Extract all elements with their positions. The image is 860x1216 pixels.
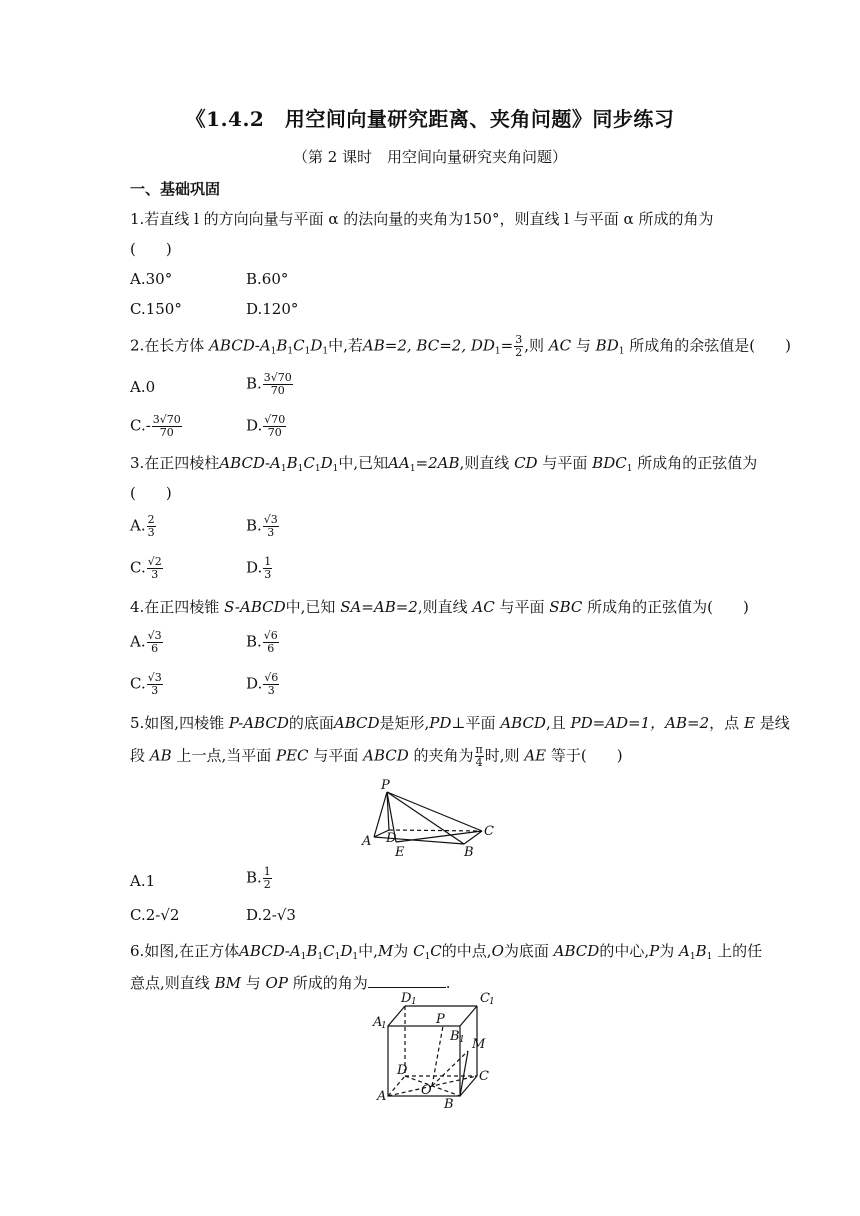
q6-label-c1: C [480,991,490,1006]
q6-label-o: O [421,1083,432,1098]
q5-option-c: C.2-√2 [130,906,180,924]
q3-option-d: D. $\frac{1}{3}$ [246,555,272,581]
q5-label-b: B [464,845,474,860]
q6-label-a1: A [373,1015,383,1030]
q6-label-a1-sub: 1 [381,1021,387,1031]
q5-label-e: E [395,845,405,860]
q5-label-c: C [484,824,494,839]
q6-label-a: A [377,1089,387,1104]
q2-option-b: B. $\frac{3√70}{70}$ [246,371,292,397]
question-3-paren: ( ) [130,484,172,502]
question-5-line-1: 5.如图,四棱锥 P-ABCD的底面ABCD是矩形,PD⊥平面 ABCD,且 PD=AD=1，AB=2，点 E 是线 [130,714,790,732]
q5-option-b: B. $\frac{1}{2}$ [246,865,271,891]
q6-label-d1-sub: 1 [411,997,417,1007]
q6-label-d1: D [401,991,412,1006]
q6-label-c: C [479,1069,489,1084]
q1-option-d: D.120° [246,300,299,318]
q6-label-c1-sub: 1 [489,997,495,1007]
page-title: 《1.4.2 用空间向量研究距离、夹角问题》同步练习 [185,107,675,131]
q5-label-a: A [362,834,372,849]
q3-option-b: B. $\frac{√3}{3}$ [246,513,278,539]
q6-label-p: P [436,1012,445,1027]
q1-option-c: C.150° [130,300,182,318]
question-6-line-2: 意点,则直线 BM 与 OP 所成的角为 . [130,974,451,992]
question-2-text: 2.在长方体 ABCD-$A_1B_1C_1D_1$中,若AB=2, BC=2, $DD_1=$ $\frac{3}{2}$ ,则 AC 与 $BD_1$ 所成角的余弦值是( ) [130,333,791,359]
q6-answer-blank [368,973,446,988]
q5-option-a: A.1 [130,872,156,890]
q4-option-c: C. $\frac{√3}{3}$ [130,671,162,697]
q6-label-b: B [444,1097,454,1112]
question-6-line-1: 6.如图,在正方体ABCD-$A_1B_1C_1D_1$中,M为 $C_1C$的中点,O为底面 ABCD的中心,P为 $A_1B_1$ 上的任 [130,942,763,962]
q5-option-d: D.2-√3 [246,906,296,924]
question-1-text: 1.若直线 l 的方向向量与平面 α 的法向量的夹角为150°，则直线 l 与平面 α 所成的角为 [130,210,714,228]
q1-option-a: A.30° [130,270,173,288]
q6-label-d: D [397,1063,408,1078]
q6-label-m: M [472,1037,486,1052]
q5-pyramid-figure [360,772,510,860]
question-3-text: 3.在正四棱柱ABCD-$A_1B_1C_1D_1$中,已知$AA_1=2AB$,则直线 CD 与平面 $BDC_1$ 所成角的正弦值为 [130,454,758,474]
q2-option-a: A.0 [130,378,156,396]
question-4-text: 4.在正四棱锥 S-ABCD中,已知 SA=AB=2,则直线 AC 与平面 SBC 所成角的正弦值为( ) [130,598,749,616]
q6-label-b1: B [450,1029,460,1044]
q6-cube-figure [368,990,498,1114]
q2-option-c: C.- $\frac{3√70}{70}$ [130,413,181,439]
q5-label-p: P [381,778,390,793]
question-1-paren: ( ) [130,240,172,258]
q3-option-a: A. $\frac{2}{3}$ [130,513,155,539]
q3-option-c: C. $\frac{√2}{3}$ [130,555,162,581]
section-heading: 一、基础巩固 [130,180,221,198]
q4-option-d: D. $\frac{√6}{3}$ [246,671,279,697]
page-subtitle: （第 2 课时 用空间向量研究夹角问题） [292,148,568,166]
q4-option-a: A. $\frac{√3}{6}$ [130,629,162,655]
question-5-line-2: 段 AB 上一点,当平面 PEC 与平面 ABCD 的夹角为 $\frac{\pi}{4}$ 时,则 AE 等于( ) [130,743,623,769]
q5-label-d: D [386,831,397,846]
q1-option-b: B.60° [246,270,289,288]
q4-option-b: B. $\frac{√6}{6}$ [246,629,278,655]
q6-label-b1-sub: 1 [459,1035,465,1045]
q2-option-d: D. $\frac{√70}{70}$ [246,413,286,439]
